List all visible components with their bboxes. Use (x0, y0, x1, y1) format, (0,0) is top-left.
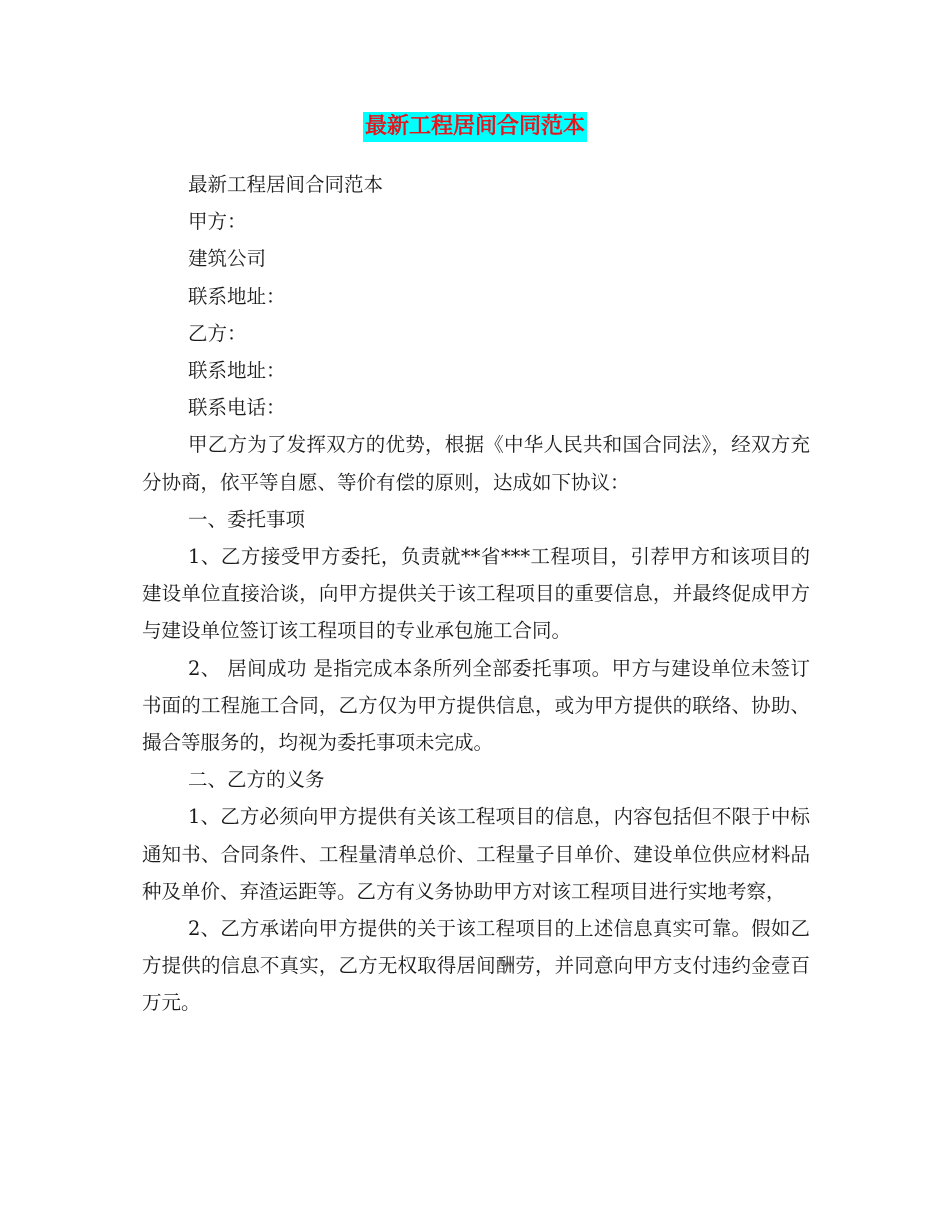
paragraph-party-b: 乙方： (188, 321, 247, 345)
paragraph-phone-b: 联系电话： (188, 396, 286, 420)
paragraph-address-b: 联系地址： (188, 359, 286, 383)
paragraph-address-a: 联系地址： (188, 284, 286, 308)
clause-2-2: 2、乙方承诺向甲方提供的关于该工程项目的上述信息真实可靠。假如乙方提供的信息不真实，乙方无权取得居间酬劳，并同意向甲方支付违约金壹百万元。 (142, 917, 810, 1015)
paragraph-preamble: 甲乙方为了发挥双方的优势，根据《中华人民共和国合同法》，经双方充分协商，依平等自愿、等价有偿的原则，达成如下协议： (142, 433, 810, 494)
paragraph-company: 建筑公司 (188, 247, 267, 271)
paragraph-party-a: 甲方： (188, 210, 247, 234)
section-heading-1: 一、委托事项 (188, 507, 306, 531)
paragraph-subtitle: 最新工程居间合同范本 (188, 173, 384, 196)
document-body (142, 166, 810, 1022)
clause-1-1: 1、乙方接受甲方委托，负责就**省***工程项目，引荐甲方和该项目的建设单位直接洽谈，向甲方提供关于该工程项目的重要信息，并最终促成甲方与建设单位签订该工程项目的专业承包施工合同。 (142, 545, 810, 643)
clause-2-1: 1、乙方必须向甲方提供有关该工程项目的信息，内容包括但不限于中标通知书、合同条件、工程量清单总价、工程量子目单价、建设单位供应材料品种及单价、弃渣运距等。乙方有义务协助甲方对该工程项目进行实地考察， (142, 805, 810, 903)
clause-1-2: 2、 居间成功 是指完成本条所列全部委托事项。甲方与建设单位未签订书面的工程施工合同，乙方仅为甲方提供信息，或为甲方提供的联络、协助、撮合等服务的，均视为委托事项未完成。 (142, 656, 810, 755)
section-heading-2: 二、乙方的义务 (188, 768, 325, 792)
document-title: 最新工程居间合同范本 (363, 112, 587, 142)
title-container (0, 112, 950, 142)
